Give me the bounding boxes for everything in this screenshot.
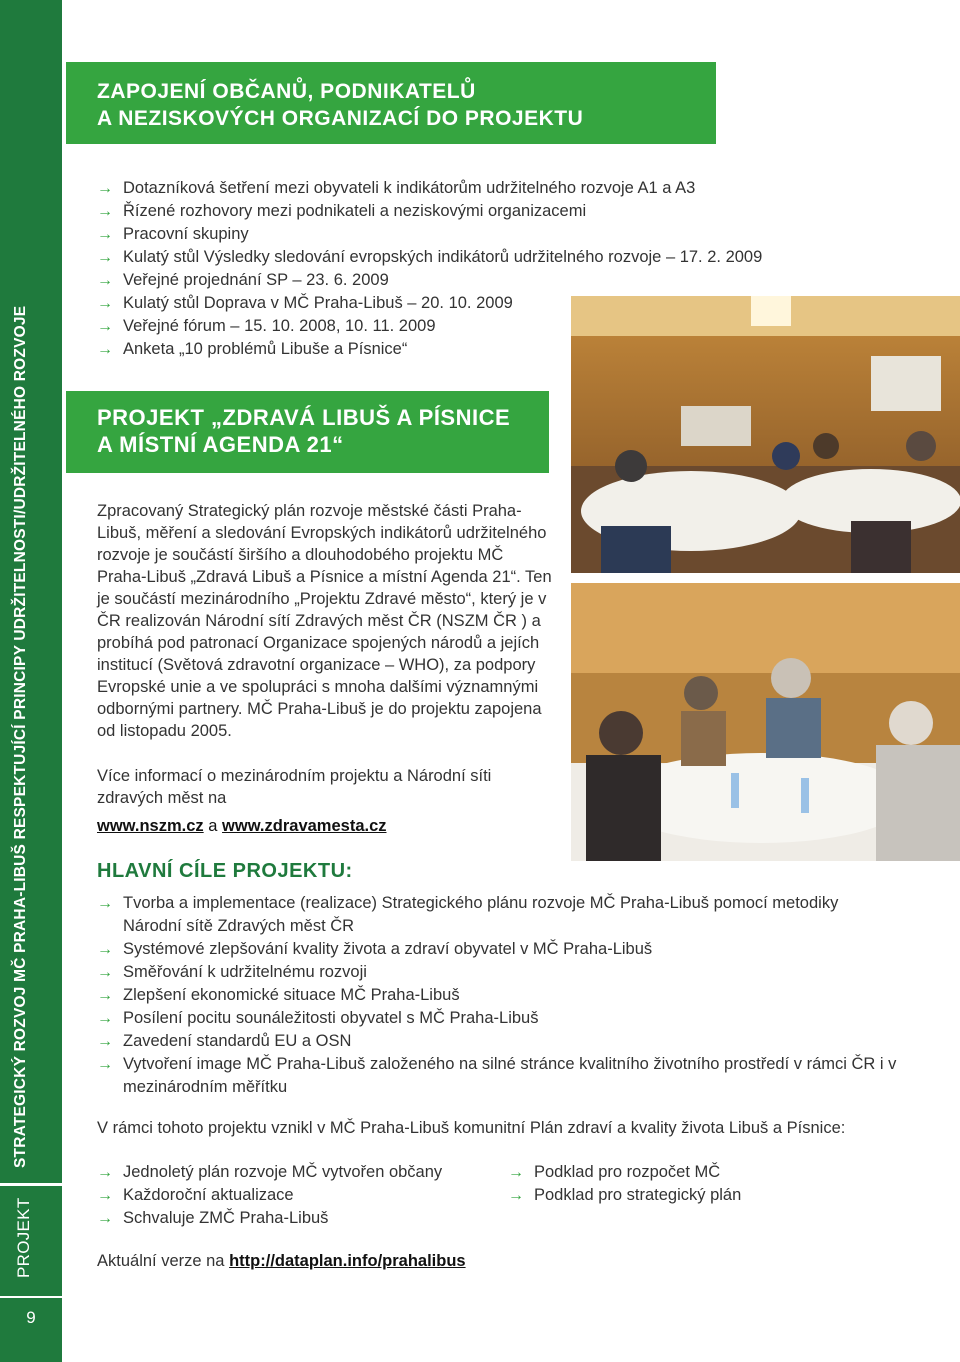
arrow-right-icon: → bbox=[508, 1164, 524, 1181]
goals-heading: HLAVNÍ CÍLE PROJEKTU: bbox=[97, 860, 353, 882]
list-item-text: Kulatý stůl Doprava v MČ Praha-Libuš – 20. 10. 2009 bbox=[123, 294, 513, 312]
arrow-right-icon: → bbox=[97, 1210, 113, 1227]
arrow-right-icon: → bbox=[508, 1187, 524, 1204]
arrow-right-icon: → bbox=[97, 272, 113, 289]
arrow-right-icon: → bbox=[97, 1164, 113, 1181]
list-item bbox=[97, 984, 897, 1007]
zdravamesta-link[interactable]: www.zdravamesta.cz bbox=[222, 817, 387, 835]
list-item bbox=[97, 200, 797, 223]
plan-list-left bbox=[97, 1161, 497, 1230]
list-item bbox=[97, 1030, 897, 1053]
list-item-text: Systémové zlepšování kvality života a zdraví obyvatel v MČ Praha-Libuš bbox=[123, 940, 653, 958]
list-item bbox=[97, 1053, 897, 1099]
list-item-text: Kulatý stůl Výsledky sledování evropských indikátorů udržitelného rozvoje – 17. 2. 2009 bbox=[123, 248, 763, 266]
plan-list-right bbox=[508, 1161, 908, 1207]
plan-intro: V rámci tohoto projektu vznikl v MČ Praha-Libuš komunitní Plán zdraví a kvality života Libuš a Písnice: bbox=[97, 1119, 846, 1137]
list-item bbox=[508, 1161, 908, 1184]
list-item bbox=[97, 177, 797, 200]
list-item bbox=[97, 938, 897, 961]
list-item-text: Každoroční aktualizace bbox=[123, 1186, 294, 1204]
list-item-text: Pracovní skupiny bbox=[123, 225, 249, 243]
list-item-text: Podklad pro strategický plán bbox=[534, 1186, 742, 1204]
section-title-line1: PROJEKT „ZDRAVÁ LIBUŠ A PÍSNICE bbox=[97, 405, 511, 430]
section-title-line2: A NEZISKOVÝCH ORGANIZACÍ DO PROJEKTU bbox=[97, 107, 584, 130]
list-item-text: Veřejné projednání SP – 23. 6. 2009 bbox=[123, 271, 389, 289]
arrow-right-icon: → bbox=[97, 941, 113, 958]
list-item bbox=[97, 223, 797, 246]
list-item-text: Veřejné fórum – 15. 10. 2008, 10. 11. 2009 bbox=[123, 317, 436, 335]
arrow-right-icon: → bbox=[97, 180, 113, 197]
arrow-right-icon: → bbox=[97, 249, 113, 266]
arrow-right-icon: → bbox=[97, 295, 113, 312]
link-joiner: a bbox=[208, 817, 218, 835]
sidebar-divider-bottom bbox=[0, 1296, 62, 1298]
list-item bbox=[97, 1207, 497, 1230]
dataplan-link[interactable]: http://dataplan.info/prahalibus bbox=[229, 1252, 466, 1270]
section-title bbox=[97, 78, 697, 132]
arrow-right-icon: → bbox=[97, 1010, 113, 1027]
sidebar bbox=[0, 0, 62, 1362]
links-line bbox=[97, 817, 387, 836]
list-item-text: Schvaluje ZMČ Praha-Libuš bbox=[123, 1209, 329, 1227]
list-item-text: Zavedení standardů EU a OSN bbox=[123, 1032, 352, 1050]
photo-meeting-hall bbox=[571, 296, 960, 573]
list-item-text: Posílení pocitu sounáležitosti obyvatel s MČ Praha-Libuš bbox=[123, 1009, 539, 1027]
list-item-text: Jednoletý plán rozvoje MČ vytvořen občany bbox=[123, 1163, 443, 1181]
project-description: Zpracovaný Strategický plán rozvoje městské části Praha-Libuš, měření a sledování Evropských indikátorů udržitelného rozvoje je součástí širšího a dlouhodobého projektu MČ Praha-Libuš „Zdravá Libuš a Písnice a místní Agenda 21“. Ten je součástí mezinárodního „Projektu Zdravé město“, který je v ČR realizován Národní sítí Zdravých měst ČR (NSZM ČR ) a probíhá pod patronací Organizace spojených národů a jejích institucí (Světová zdravotní organizace – WHO), za podpory Evropské unie a ve spolupráci s mnoha dalšími významnými odbornými partnery. MČ Praha-Libuš je do projektu zapojena od listopadu 2005. bbox=[97, 502, 552, 740]
list-item-text: Anketa „10 problémů Libuše a Písnice“ bbox=[123, 340, 408, 358]
list-item-text: Dotazníková šetření mezi obyvateli k indikátorům udržitelného rozvoje A1 a A3 bbox=[123, 179, 696, 197]
list-item bbox=[97, 246, 797, 269]
section-title-line2: A MÍSTNÍ AGENDA 21“ bbox=[97, 432, 344, 457]
more-info-text: Více informací o mezinárodním projektu a Národní síti zdravých měst na bbox=[97, 767, 492, 807]
list-item bbox=[97, 1007, 897, 1030]
arrow-right-icon: → bbox=[97, 964, 113, 981]
section-label: PROJEKT bbox=[14, 1197, 33, 1278]
list-item bbox=[97, 1161, 497, 1184]
list-item-text: Tvorba a implementace (realizace) Strategického plánu rozvoje MČ Praha-Libuš pomocí metodiky Národní sítě Zdravých měst ČR bbox=[123, 894, 839, 935]
section-title bbox=[97, 404, 547, 458]
list-item-text: Řízené rozhovory mezi podnikateli a neziskovými organizacemi bbox=[123, 202, 587, 220]
list-item bbox=[97, 961, 897, 984]
arrow-right-icon: → bbox=[97, 226, 113, 243]
list-item-text: Směřování k udržitelnému rozvoji bbox=[123, 963, 367, 981]
arrow-right-icon: → bbox=[97, 1056, 113, 1073]
arrow-right-icon: → bbox=[97, 318, 113, 335]
list-item bbox=[508, 1184, 908, 1207]
list-item bbox=[97, 269, 797, 292]
sidebar-divider bbox=[0, 1183, 62, 1186]
list-item bbox=[97, 892, 897, 938]
current-version bbox=[97, 1252, 466, 1271]
arrow-right-icon: → bbox=[97, 1187, 113, 1204]
arrow-right-icon: → bbox=[97, 203, 113, 220]
section-title-line1: ZAPOJENÍ OBČANŮ, PODNIKATELŮ bbox=[97, 80, 476, 103]
photo-round-table bbox=[571, 583, 960, 861]
goals-list bbox=[97, 892, 897, 1099]
arrow-right-icon: → bbox=[97, 895, 113, 912]
nszm-link[interactable]: www.nszm.cz bbox=[97, 817, 204, 835]
running-title: STRATEGICKÝ ROZVOJ MČ PRAHA-LIBUŠ RESPEKTUJÍCÍ PRINCIPY UDRŽITELNOSTI/UDRŽITELNÉHO ROZVOJE bbox=[12, 305, 29, 1168]
arrow-right-icon: → bbox=[97, 341, 113, 358]
list-item-text: Zlepšení ekonomické situace MČ Praha-Libuš bbox=[123, 986, 460, 1004]
arrow-right-icon: → bbox=[97, 1033, 113, 1050]
arrow-right-icon: → bbox=[97, 987, 113, 1004]
list-item-text: Podklad pro rozpočet MČ bbox=[534, 1163, 721, 1181]
list-item-text: Vytvoření image MČ Praha-Libuš založeného na silné stránce kvalitního životního prostředí v rámci ČR i v mezinárodním měřítku bbox=[123, 1055, 897, 1096]
page-number: 9 bbox=[26, 1308, 36, 1327]
current-version-label: Aktuální verze na bbox=[97, 1252, 225, 1270]
list-item bbox=[97, 1184, 497, 1207]
